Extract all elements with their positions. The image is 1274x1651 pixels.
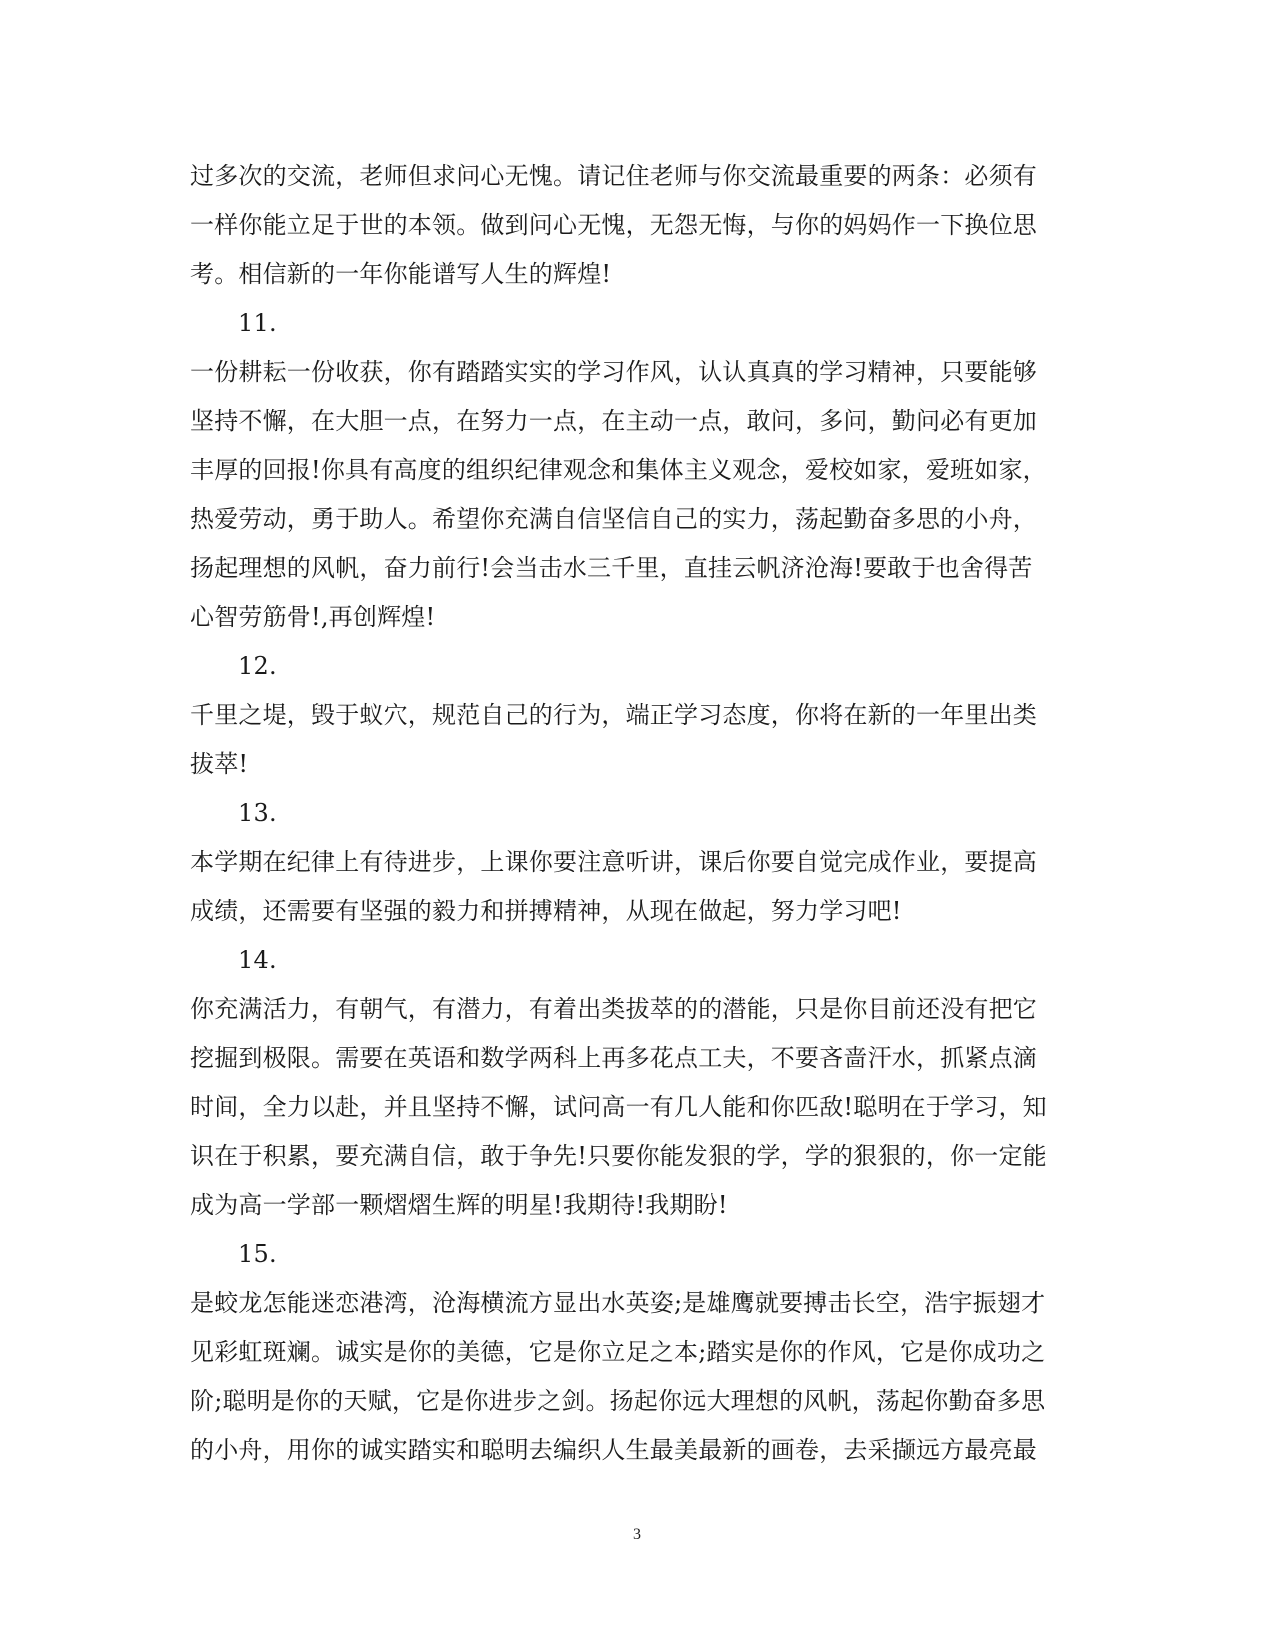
item-number: 13. xyxy=(238,799,277,827)
paragraph-line: 是蛟龙怎能迷恋港湾，沧海横流方显出水英姿;是雄鹰就要搏击长空，浩宇振翅才 xyxy=(190,1289,1046,1317)
comment-paragraph xyxy=(190,1279,1090,1475)
comment-paragraph xyxy=(190,152,1090,299)
page-number: 3 xyxy=(633,1526,641,1543)
document-body xyxy=(190,152,1090,1475)
comment-paragraph xyxy=(190,691,1090,789)
item-number: 12. xyxy=(238,652,277,680)
paragraph-line: 识在于积累，要充满自信，敢于争先!只要你能发狠的学，学的狠狠的，你一定能 xyxy=(190,1142,1047,1170)
paragraph-line: 丰厚的回报!你具有高度的组织纪律观念和集体主义观念，爱校如家，爱班如家， xyxy=(190,456,1047,484)
paragraph-line: 坚持不懈，在大胆一点，在努力一点，在主动一点，敢问，多问，勤问必有更加 xyxy=(190,407,1037,435)
paragraph-line: 拔萃! xyxy=(190,750,249,778)
paragraph-line: 你充满活力，有朝气，有潜力，有着出类拔萃的的潜能，只是你目前还没有把它 xyxy=(190,995,1037,1023)
paragraph-line: 扬起理想的风帆，奋力前行!会当击水三千里，直挂云帆济沧海!要敢于也舍得苦 xyxy=(190,554,1033,582)
paragraph-line: 的小舟，用你的诚实踏实和聪明去编织人生最美最新的画卷，去采撷远方最亮最 xyxy=(190,1436,1037,1464)
paragraph-line: 阶;聪明是你的天赋，它是你进步之剑。扬起你远大理想的风帆，荡起你勤奋多思 xyxy=(190,1387,1046,1415)
paragraph-line: 一份耕耘一份收获，你有踏踏实实的学习作风，认认真真的学习精神，只要能够 xyxy=(190,358,1037,386)
item-number: 15. xyxy=(238,1240,277,1268)
paragraph-line: 千里之堤，毁于蚁穴，规范自己的行为，端正学习态度，你将在新的一年里出类 xyxy=(190,701,1037,729)
paragraph-line: 过多次的交流，老师但求问心无愧。请记住老师与你交流最重要的两条：必须有 xyxy=(190,162,1037,190)
paragraph-line: 成绩，还需要有坚强的毅力和拼搏精神，从现在做起，努力学习吧! xyxy=(190,897,902,925)
paragraph-line: 见彩虹斑斓。诚实是你的美德，它是你立足之本;踏实是你的作风，它是你成功之 xyxy=(190,1338,1046,1366)
comment-paragraph xyxy=(190,838,1090,936)
paragraph-line: 热爱劳动，勇于助人。希望你充满自信坚信自己的实力，荡起勤奋多思的小舟， xyxy=(190,505,1037,533)
item-number: 11. xyxy=(238,309,277,337)
paragraph-line: 成为高一学部一颗熠熠生辉的明星!我期待!我期盼! xyxy=(190,1191,728,1219)
item-number: 14. xyxy=(238,946,277,974)
paragraph-line: 考。相信新的一年你能谱写人生的辉煌! xyxy=(190,260,612,288)
paragraph-line: 时间，全力以赴，并且坚持不懈，试问高一有几人能和你匹敌!聪明在于学习，知 xyxy=(190,1093,1047,1121)
paragraph-line: 挖掘到极限。需要在英语和数学两科上再多花点工夫，不要吝啬汗水，抓紧点滴 xyxy=(190,1044,1037,1072)
paragraph-line: 心智劳筋骨!,再创辉煌! xyxy=(190,603,436,631)
paragraph-line: 本学期在纪律上有待进步，上课你要注意听讲，课后你要自觉完成作业，要提高 xyxy=(190,848,1037,876)
paragraph-line: 一样你能立足于世的本领。做到问心无愧，无怨无悔，与你的妈妈作一下换位思 xyxy=(190,211,1037,239)
comment-paragraph xyxy=(190,348,1090,642)
comment-paragraph xyxy=(190,985,1090,1230)
